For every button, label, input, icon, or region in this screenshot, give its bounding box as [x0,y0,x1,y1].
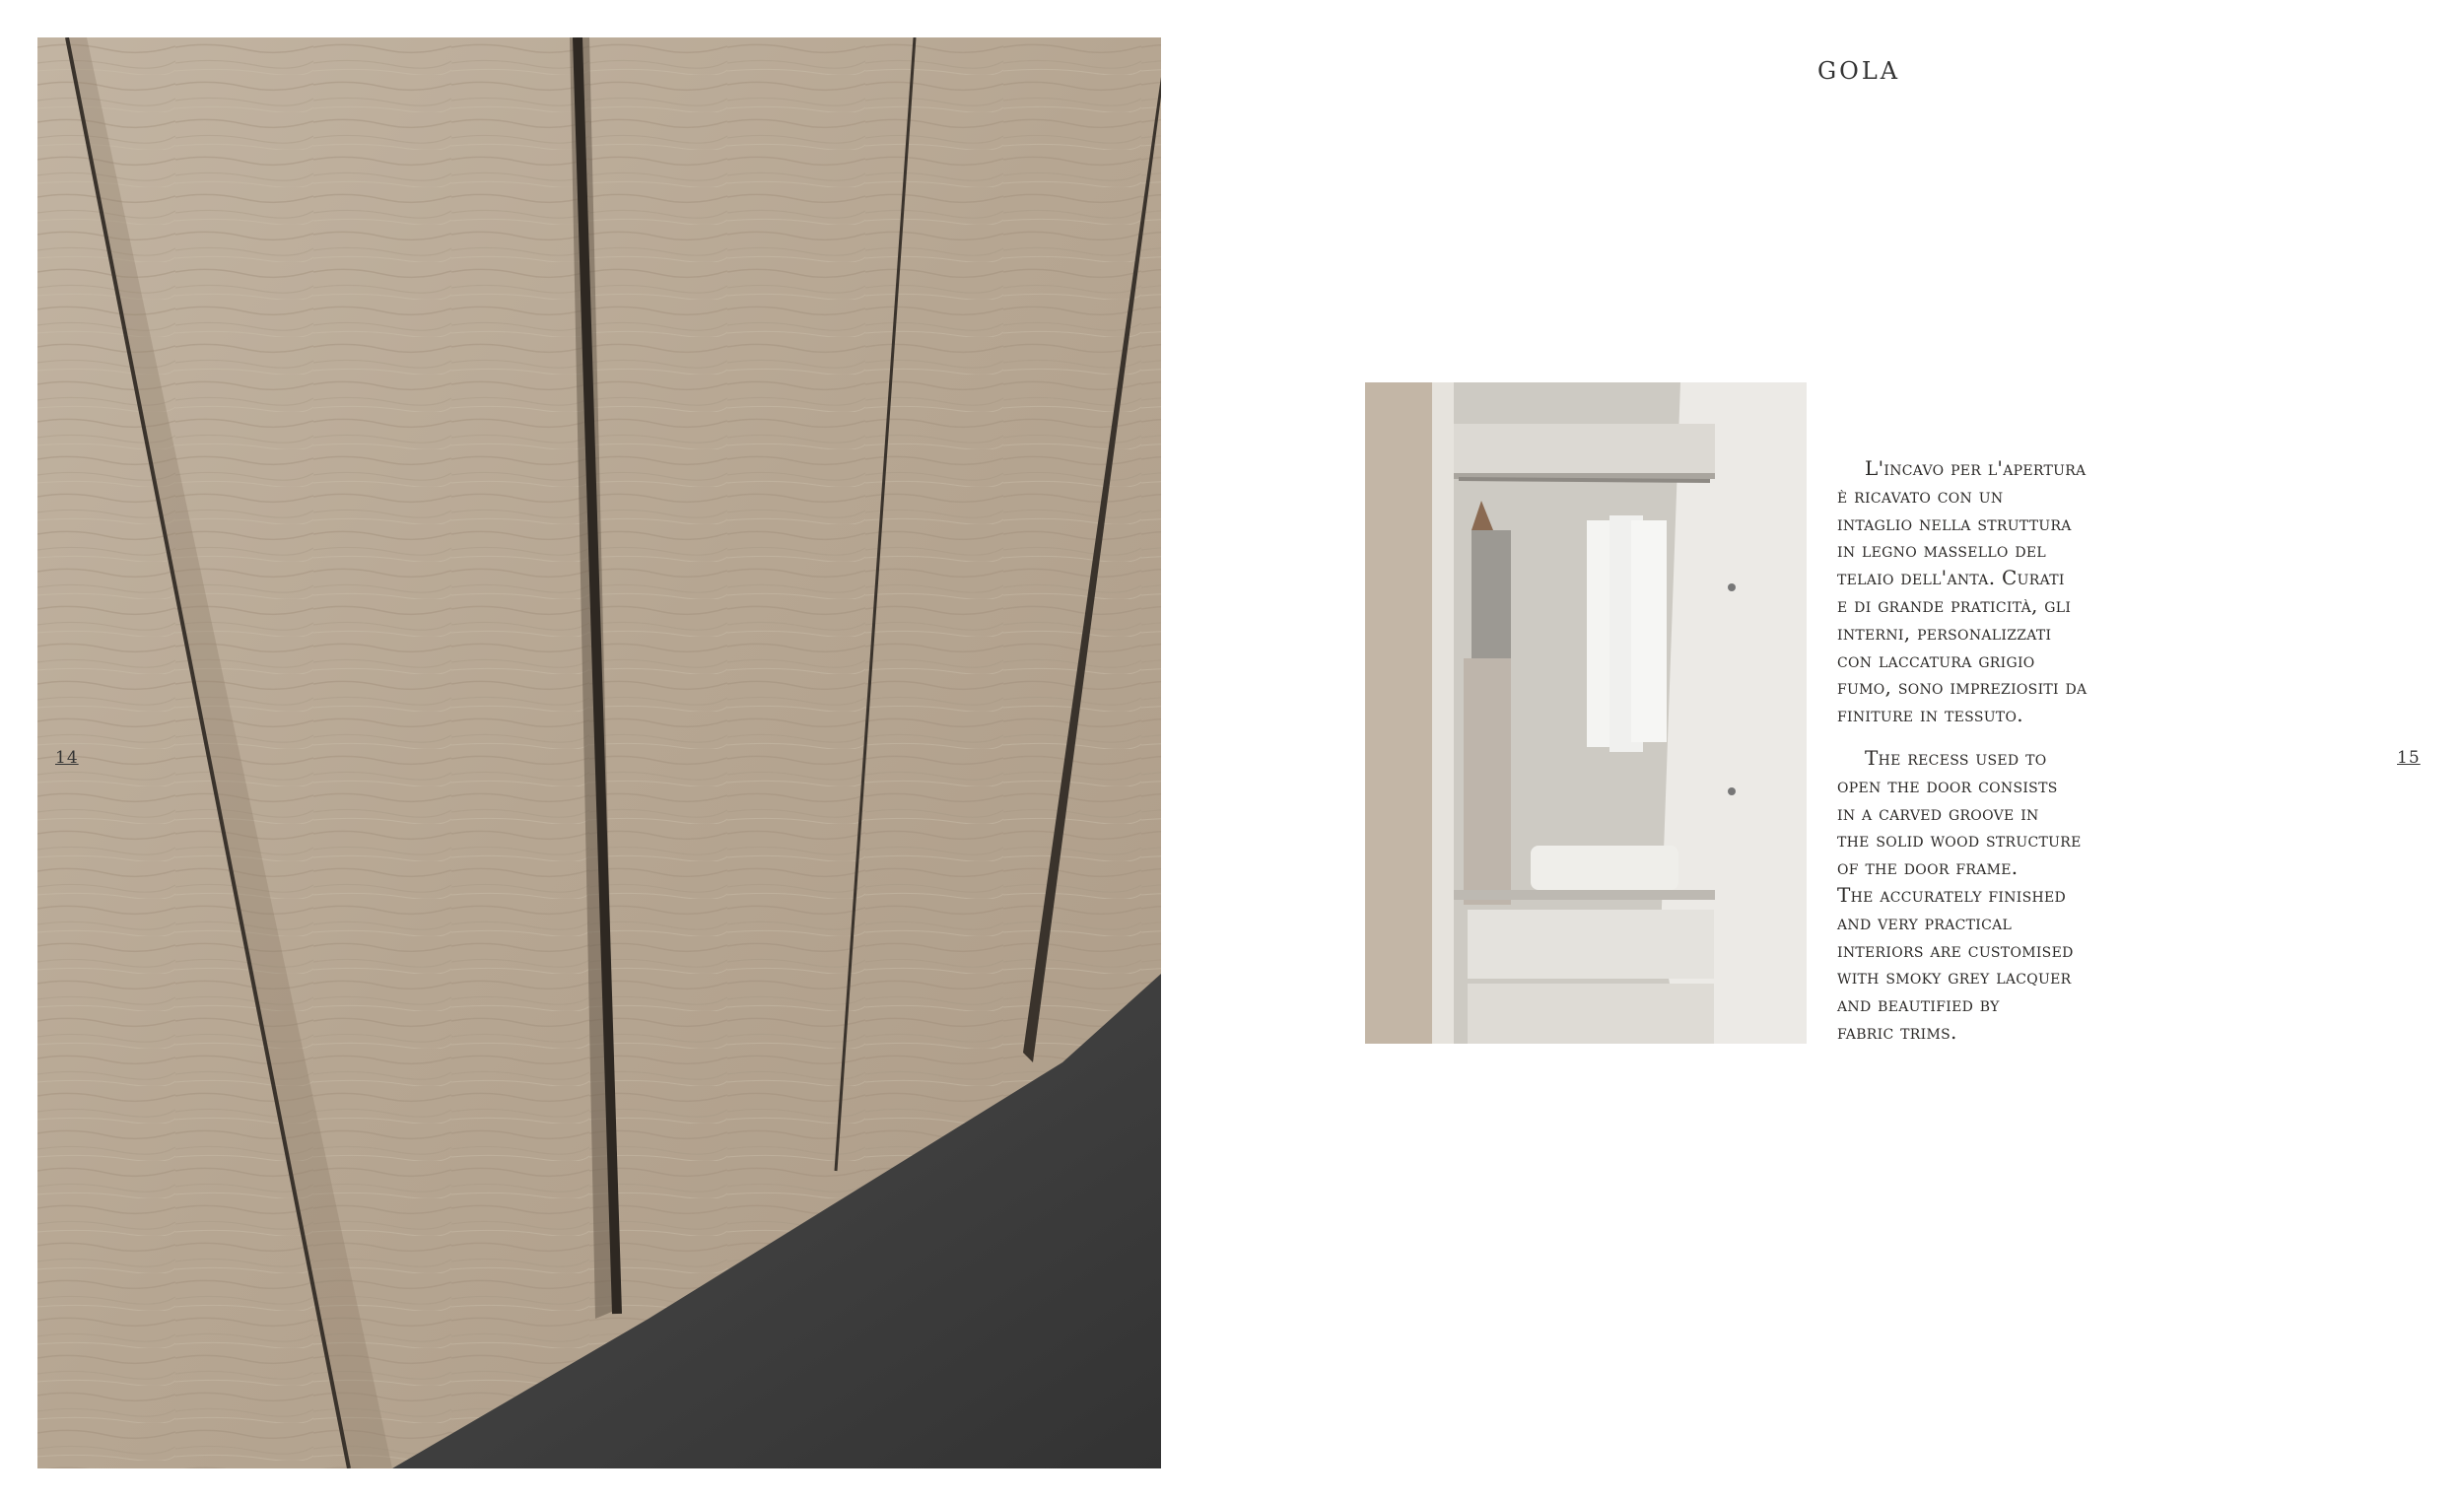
body-text [1837,455,2123,1047]
english-paragraph: The recess used to open the door consists in a carved groove in the solid wood structure of the door frame. The accurately finished and very practical interiors are customised with smoky grey lacquer and beautified by fabric trims. [1837,745,2082,1044]
italian-paragraph: L'incavo per l'apertura è ricavato con un intaglio nella struttura in legno massello del telaio dell'anta. Curati e di grande praticità, gli interni, personalizzati con laccatura grigio fumo, sono impreziositi da finiture in tessuto. [1837,456,2088,727]
page-number-left: 14 [55,748,79,768]
inset-photo [1365,382,1807,1044]
page-number-right: 15 [2397,748,2421,768]
main-photo [37,37,1161,1468]
page-title: GOLA [1817,57,1901,85]
